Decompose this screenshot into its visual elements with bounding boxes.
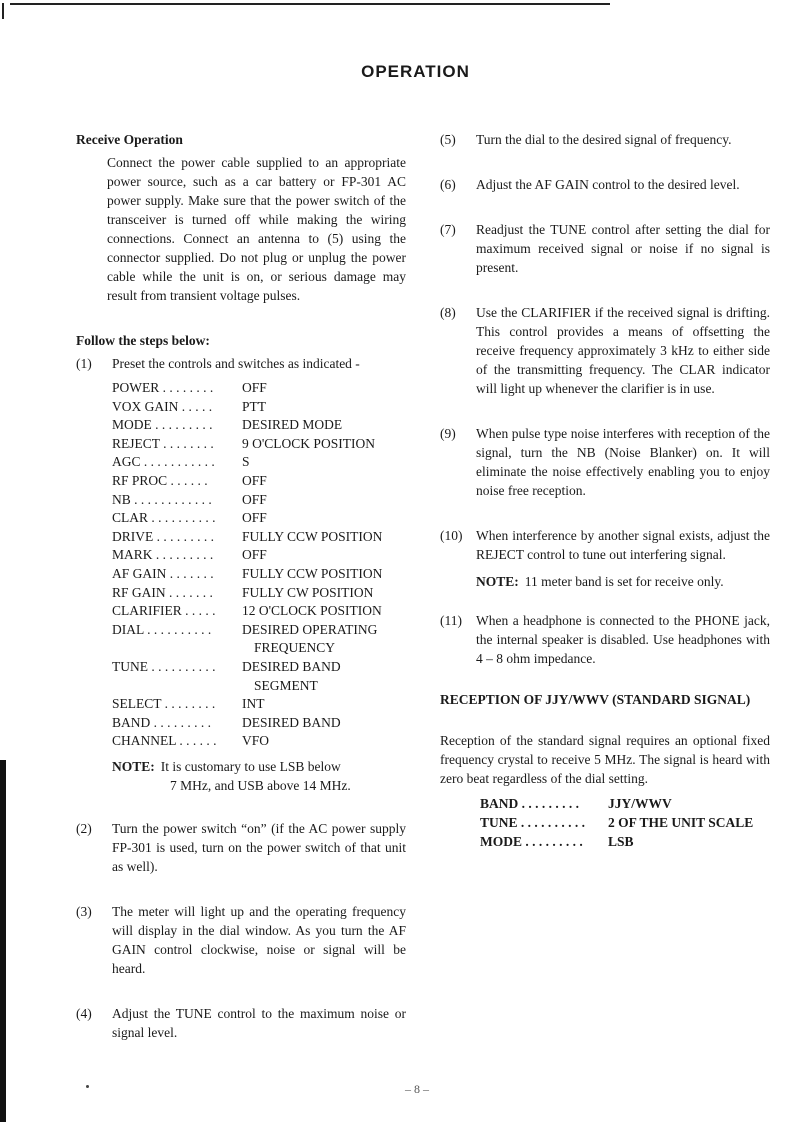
setting-name: TUNE . . . . . . . . . .: [112, 658, 216, 674]
setting-row: [112, 565, 406, 584]
step-text: When a headphone is connected to the PHONE jack, the internal speaker is disabled. Use headphones with 4 – 8 ohm impedance.: [476, 613, 770, 666]
step-text: When interference by another signal exists, adjust the REJECT control to tune out interfering signal.: [476, 528, 770, 562]
step-text: Readjust the TUNE control after setting the dial for maximum received signal or noise if no signal is present.: [476, 222, 770, 275]
step-1: [76, 354, 406, 795]
setting-value: FULLY CCW POSITION: [242, 565, 383, 581]
step-4: [76, 1004, 406, 1042]
lsb-note: [112, 757, 406, 795]
scan-dot: [86, 1085, 89, 1088]
setting-name: AF GAIN . . . . . . .: [112, 565, 214, 581]
step-2: [76, 819, 406, 876]
setting-value: FREQUENCY: [254, 640, 336, 656]
setting-row: [112, 695, 406, 714]
step-number: (6): [440, 177, 456, 192]
jjy-settings: [480, 794, 770, 851]
setting-row: [480, 832, 770, 851]
setting-value: JJY/WWV: [608, 796, 672, 811]
setting-row: [112, 546, 406, 565]
setting-value: FULLY CW POSITION: [242, 584, 374, 600]
setting-row: [112, 639, 406, 658]
page-number: – 8 –: [405, 1082, 429, 1096]
setting-row: [112, 491, 406, 510]
step-text: Adjust the AF GAIN control to the desired level.: [476, 177, 740, 192]
setting-name: RF PROC . . . . . .: [112, 472, 208, 488]
setting-name: CHANNEL . . . . . .: [112, 733, 217, 749]
setting-name: NB . . . . . . . . . . . .: [112, 491, 212, 507]
receive-heading: Receive Operation: [76, 132, 183, 147]
setting-name: CLAR . . . . . . . . . .: [112, 510, 216, 526]
step-7: [440, 220, 770, 277]
step-number: (11): [440, 613, 462, 628]
jjy-body: Reception of the standard signal requires an optional fixed frequency crystal to receive 5 MHz. The signal is heard with zero beat regardless of the dial setting.: [440, 733, 770, 786]
follow-heading: Follow the steps below:: [76, 333, 210, 348]
page-title: OPERATION: [361, 62, 470, 81]
step-text: Turn the power switch “on” (if the AC power supply FP-301 is used, turn on the power switch of that unit as well).: [112, 820, 406, 874]
setting-row: [112, 453, 406, 472]
setting-row: [480, 813, 770, 832]
setting-row: [112, 398, 406, 417]
step-text: Turn the dial to the desired signal of frequency.: [476, 132, 732, 147]
setting-value: 2 OF THE UNIT SCALE: [608, 815, 754, 830]
setting-name: POWER . . . . . . . .: [112, 380, 214, 395]
setting-value: 9 O'CLOCK POSITION: [242, 435, 375, 451]
setting-value: OFF: [242, 491, 267, 507]
step-number: (3): [76, 903, 92, 919]
step-3: [76, 902, 406, 978]
receive-body: Connect the power cable supplied to an appropriate power source, such as a car battery or FP-301 AC power supply. Make sure that the power switch of the transceiver is turned off while making the wiring connections. Connect an antenna to (5) using the connector supplied. Do not plug or unplug the power cable while the unit is on, or serious damage may result from transient voltage pulses.: [107, 155, 406, 303]
step-number: (5): [440, 132, 456, 147]
setting-name: DRIVE . . . . . . . . .: [112, 528, 214, 544]
step-number: (7): [440, 222, 456, 237]
left-column: [76, 130, 406, 1068]
setting-value: INT: [242, 696, 265, 712]
setting-value: OFF: [242, 472, 267, 488]
step-text: When pulse type noise interferes with reception of the signal, turn the NB (Noise Blanker) on. It will eliminate the noise effectively enabling you to enjoy noise free reception.: [476, 426, 770, 498]
setting-row: [112, 621, 406, 640]
step-8: [440, 303, 770, 398]
setting-value: DESIRED MODE: [242, 417, 343, 433]
setting-value: FULLY CCW POSITION: [242, 528, 383, 544]
step-11: [440, 611, 770, 668]
step-text: Adjust the TUNE control to the maximum noise or signal level.: [112, 1005, 406, 1040]
setting-name: CLARIFIER . . . . .: [112, 603, 216, 619]
setting-name: VOX GAIN . . . . .: [112, 398, 213, 414]
setting-row: [112, 732, 406, 751]
setting-value: SEGMENT: [254, 677, 318, 693]
jjy-heading: RECEPTION OF JJY/WWV (STANDARD SIGNAL): [440, 692, 751, 707]
setting-value: S: [242, 454, 250, 470]
right-column: [440, 130, 770, 851]
note-label: NOTE:: [476, 574, 519, 589]
setting-name: MODE . . . . . . . . .: [112, 417, 213, 433]
setting-row: [112, 584, 406, 603]
step-number: (9): [440, 426, 456, 441]
setting-row: [112, 509, 406, 528]
top-rule: [10, 3, 610, 5]
step-text: Preset the controls and switches as indicated -: [112, 356, 360, 371]
setting-value: DESIRED BAND: [242, 658, 341, 674]
setting-row: [112, 472, 406, 491]
band-note: [476, 572, 770, 591]
step-number: (2): [76, 820, 92, 836]
step-text: Use the CLARIFIER if the received signal is drifting. This control provides a means of offsetting the receive frequency approximately 3 kHz to either side of the transmitting frequency. The CLAR indicator will light up whenever the clarifier is in use.: [476, 305, 770, 396]
step-6: [440, 175, 770, 194]
note-text: It is customary to use LSB below: [160, 758, 341, 774]
corner-tick: [2, 3, 4, 19]
setting-name: REJECT . . . . . . . .: [112, 435, 214, 451]
setting-row: [112, 528, 406, 547]
setting-value: LSB: [608, 834, 634, 849]
setting-value: OFF: [242, 380, 267, 395]
setting-row: [112, 658, 406, 677]
setting-value: OFF: [242, 510, 267, 526]
setting-row: [112, 602, 406, 621]
step-10: [440, 526, 770, 591]
setting-name: RF GAIN . . . . . . .: [112, 584, 213, 600]
setting-row: [112, 435, 406, 454]
setting-name: MARK . . . . . . . . .: [112, 547, 214, 563]
setting-row: [112, 379, 406, 398]
setting-value: VFO: [242, 733, 270, 749]
step-number: (10): [440, 528, 463, 543]
setting-row: [112, 677, 406, 696]
setting-name: BAND . . . . . . . . .: [112, 714, 212, 730]
setting-value: DESIRED OPERATING: [242, 621, 378, 637]
step-number: (1): [76, 356, 92, 371]
note-text: 7 MHz, and USB above 14 MHz.: [170, 777, 351, 793]
setting-value: PTT: [242, 398, 267, 414]
setting-name: BAND . . . . . . . . .: [480, 796, 580, 811]
setting-row: [112, 714, 406, 733]
step-number: (4): [76, 1005, 92, 1021]
step-9: [440, 424, 770, 500]
setting-value: OFF: [242, 547, 267, 563]
scan-edge: [0, 760, 6, 1122]
note-text: 11 meter band is set for receive only.: [524, 574, 724, 589]
setting-row: [480, 794, 770, 813]
setting-name: DIAL . . . . . . . . . .: [112, 621, 212, 637]
setting-value: 12 O'CLOCK POSITION: [242, 603, 382, 619]
settings-table: [112, 379, 406, 751]
setting-row: [112, 416, 406, 435]
setting-name: TUNE . . . . . . . . . .: [480, 815, 586, 830]
setting-value: DESIRED BAND: [242, 714, 341, 730]
step-5: [440, 130, 770, 149]
step-text: The meter will light up and the operating frequency will display in the dial window. As you turn the AF GAIN control clockwise, noise or signal will be heard.: [112, 903, 406, 976]
setting-name: AGC . . . . . . . . . . .: [112, 454, 215, 470]
note-label: NOTE:: [112, 758, 155, 774]
step-number: (8): [440, 305, 456, 320]
setting-name: SELECT . . . . . . . .: [112, 696, 216, 712]
setting-name: MODE . . . . . . . . .: [480, 834, 583, 849]
